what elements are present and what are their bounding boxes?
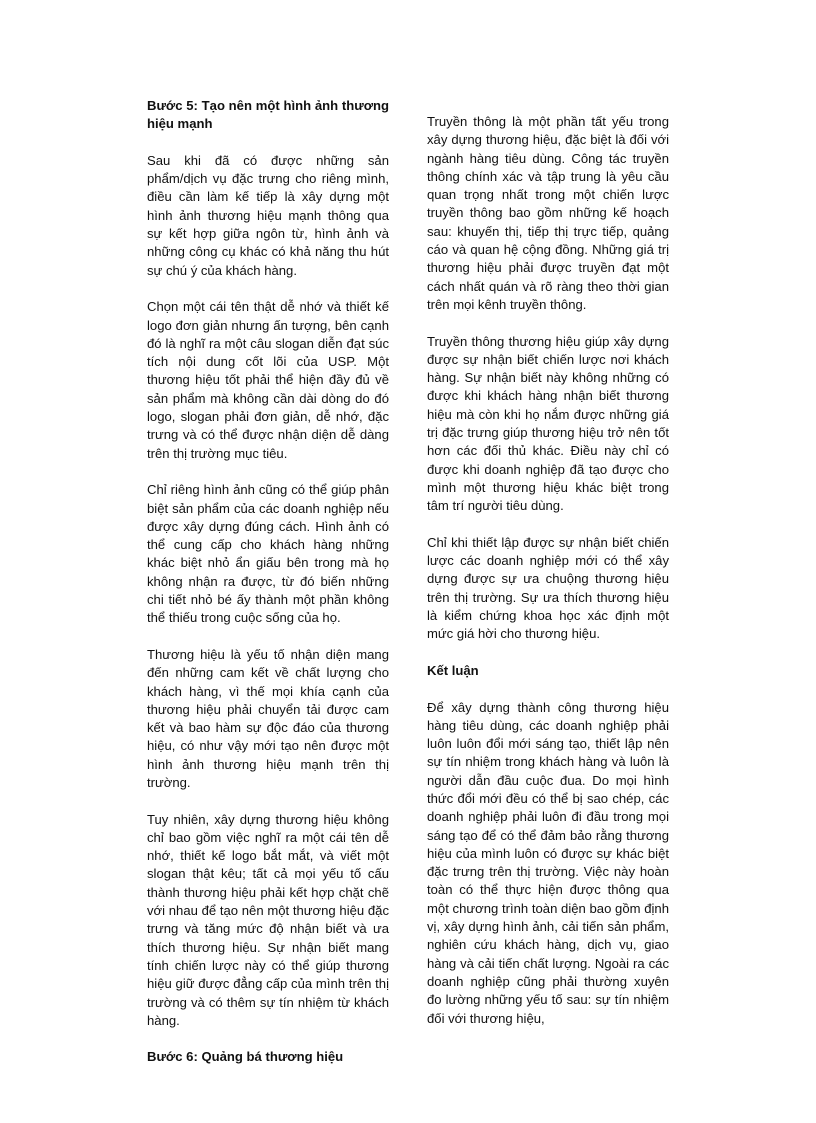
paragraph: Chỉ riêng hình ảnh cũng có thể giúp phân biệt sản phẩm của các doanh nghiệp nếu được xây dựng đúng cách. Hình ảnh có thể cung cấp cho khách hàng những khác biệt nhỏ ẩn giấu bên trong mà họ không nhận ra được, từ đó biến những chi tiết nhỏ bé ấy thành một phần không thể thiếu trong cuộc sống của họ.: [147, 482, 389, 626]
left-column: [147, 97, 389, 1085]
paragraph: Tuy nhiên, xây dựng thương hiệu không chỉ bao gồm việc nghĩ ra một cái tên dễ nhớ, thiết kế logo bắt mắt, và viết một slogan thật kêu; tất cả mọi yếu tố cấu thành thương hiệu phải kết hợp chặt chẽ với nhau để tạo nên một thương hiệu đặc trưng và tăng mức độ nhận biết và ưa thích thương hiệu. Sự nhận biết mang tính chiến lược này có thể giúp thương hiệu giữ được đẳng cấp của mình trên thị trường và có thêm sự tín nhiệm từ khách hàng.: [147, 811, 389, 1028]
heading-step-6: Bước 6: Quảng bá thương hiệu: [147, 1049, 344, 1065]
paragraph: Truyền thông thương hiệu giúp xây dựng được sự nhận biết chiến lược nơi khách hàng. Sự nhận biết này không những có được khi khách hàng nhận biết thương hiệu mà còn khi họ nắm được những giá trị đặc trưng giúp thương hiệu trở nên tốt hơn các đối thủ khác. Điều này chỉ có được khi doanh nghiệp đã tạo được cho mình một thương hiệu khác biệt trong tâm trí người tiêu dùng.: [427, 333, 669, 514]
heading-conclusion: Kết luận: [427, 662, 479, 678]
paragraph: Sau khi đã có được những sản phẩm/dịch vụ đặc trưng cho riêng mình, điều cần làm kế tiếp là xây dựng một hình ảnh thương hiệu mạnh thông qua sự kết hợp giữa ngôn từ, hình ảnh và những công cụ khác có khả năng thu hút sự chú ý của khách hàng.: [147, 152, 389, 278]
heading-step-5: Bước 5: Tạo nên một hình ảnh thương hiệu mạnh: [147, 98, 389, 132]
paragraph: Truyền thông là một phần tất yếu trong xây dựng thương hiệu, đặc biệt là đối với ngành hàng tiêu dùng. Công tác truyền thông chính xác và tập trung là yêu cầu quan trọng nhất trong một chiến lược truyền thông bao gồm những kế hoạch sau: khuyến thị, tiếp thị trực tiếp, quảng cáo và quan hệ cộng đồng. Những giá trị thương hiệu phải được truyền đạt một cách nhất quán và rõ ràng theo thời gian trên mọi kênh truyền thông.: [427, 114, 669, 312]
paragraph: Chỉ khi thiết lập được sự nhận biết chiến lược các doanh nghiệp mới có thể xây dựng được sự ưa chuộng thương hiệu trên thị trường. Sự ưa thích thương hiệu là kiểm chứng khoa học xác định một mức giá hời cho thương hiệu.: [427, 534, 669, 642]
paragraph: Để xây dựng thành công thương hiệu hàng tiêu dùng, các doanh nghiệp phải luôn luôn đổi mới sáng tạo, thiết lập nên sự tín nhiệm trong khách hàng và luôn là người dẫn đầu cuộc đua. Do mọi hình thức đổi mới đều có thể bị sao chép, các doanh nghiệp phải luôn đi đầu trong mọi sáng tạo để có thể đảm bảo rằng thương hiệu của mình luôn có được sự khác biệt đặc trưng trên thị trường. Việc này hoàn toàn có thể thực hiện được thông qua một chương trình toàn diện bao gồm định vị, xây dựng hình ảnh, cải tiến sản phẩm, nghiên cứu khách hàng, dịch vụ, giao hàng và cải tiến chất lượng. Ngoài ra các doanh nghiệp cũng phải thường xuyên đo lường những yếu tố sau: sự tín nhiệm đối với thương hiệu,: [427, 699, 669, 1026]
paragraph: Chọn một cái tên thật dễ nhớ và thiết kế logo đơn giản nhưng ấn tượng, bên cạnh đó là nghĩ ra một câu slogan diễn đạt súc tích nội dung cốt lõi của USP. Một thương hiệu tốt phải thể hiện đầy đủ về sản phẩm mà không cần dài dòng do đó logo, slogan phải đơn giản, dễ nhớ, đặc trưng và có thể được nhận diện dễ dàng trên thị trường mục tiêu.: [147, 299, 389, 461]
right-column: [427, 113, 669, 1046]
paragraph: Thương hiệu là yếu tố nhận diện mang đến những cam kết về chất lượng cho khách hàng, vì thế mọi khía cạnh của thương hiệu phải chuyển tải được cam kết và bao hàm sự độc đáo của thương hiệu, có như vậy mới tạo nên được một hình ảnh thương hiệu mạnh trên thị trường.: [147, 646, 389, 790]
